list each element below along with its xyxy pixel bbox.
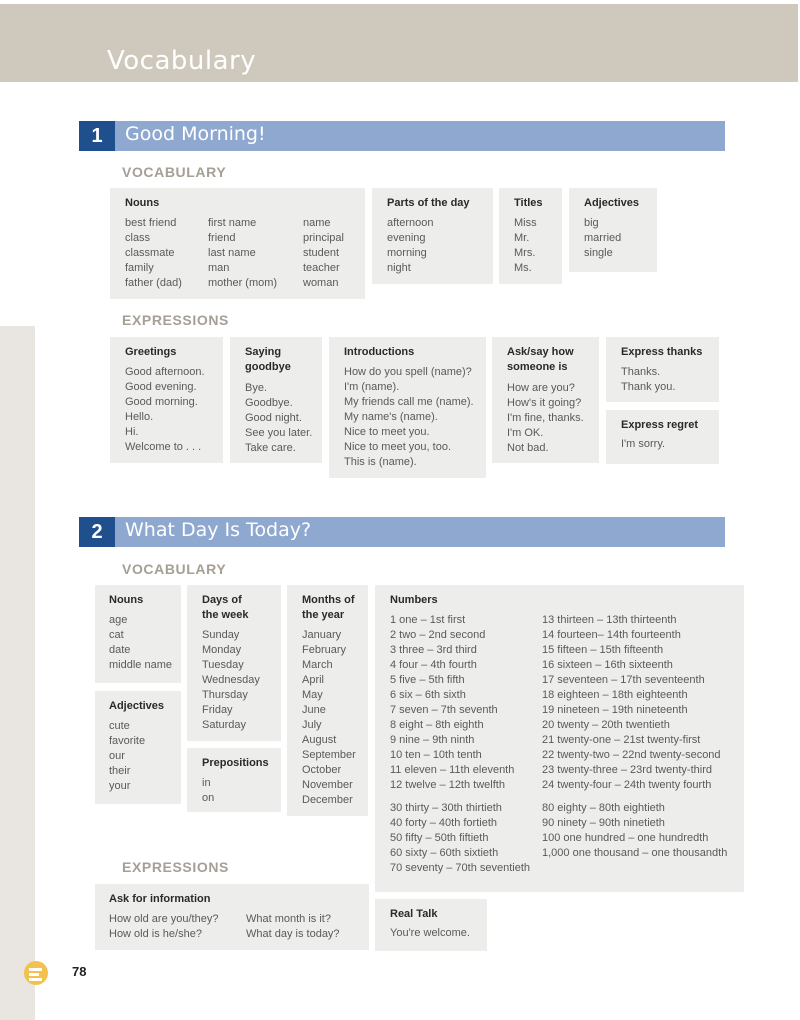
unit-2-months-heading-line1: Months of bbox=[302, 594, 355, 606]
list-item: Good afternoon. bbox=[125, 366, 205, 378]
unit-1-nouns-col3 bbox=[303, 216, 344, 291]
list-item: Take care. bbox=[245, 442, 296, 454]
unit-1-number: 1 bbox=[79, 121, 115, 151]
unit-1-nouns-box bbox=[110, 188, 365, 299]
list-item: September bbox=[302, 749, 356, 761]
unit-1-goodbye-heading bbox=[245, 345, 322, 375]
unit-2-prepositions-list bbox=[202, 776, 281, 806]
list-item: 13 thirteen – 13th thirteenth bbox=[542, 614, 677, 626]
list-item: Good evening. bbox=[125, 381, 197, 393]
list-item: morning bbox=[387, 247, 427, 259]
unit-1-ask-say-heading-line2: someone is bbox=[507, 361, 568, 373]
unit-1-adjectives-box bbox=[569, 188, 657, 272]
list-item: 20 twenty – 20th twentieth bbox=[542, 719, 670, 731]
unit-2-numbers-col2 bbox=[542, 613, 721, 793]
list-item: Good morning. bbox=[125, 396, 198, 408]
list-item: 16 sixteen – 16th sixteenth bbox=[542, 659, 673, 671]
list-item: 8 eight – 8th eighth bbox=[390, 719, 484, 731]
list-item: middle name bbox=[109, 659, 172, 671]
list-item: last name bbox=[208, 247, 256, 259]
list-item: Thank you. bbox=[621, 381, 676, 393]
list-item: 18 eighteen – 18th eighteenth bbox=[542, 689, 688, 701]
unit-1-greetings-list bbox=[125, 365, 223, 455]
unit-1-title: Good Morning! bbox=[125, 123, 266, 145]
list-item: Nice to meet you. bbox=[344, 426, 430, 438]
unit-1-vocabulary-label: VOCABULARY bbox=[122, 164, 227, 180]
unit-1-express-regret-heading: Express regret bbox=[621, 419, 699, 431]
list-item: You're welcome. bbox=[390, 927, 470, 939]
unit-2-real-talk-list bbox=[390, 926, 487, 941]
unit-1-bar bbox=[79, 121, 725, 151]
list-item: date bbox=[109, 644, 131, 656]
list-item: I'm sorry. bbox=[621, 438, 666, 450]
unit-2-ask-info-heading: Ask for information bbox=[109, 893, 211, 905]
unit-1-titles-heading: Titles bbox=[514, 197, 543, 209]
unit-2-months-heading-line2: the year bbox=[302, 609, 345, 621]
list-item: class bbox=[125, 232, 151, 244]
list-item: night bbox=[387, 262, 411, 274]
list-item: Nice to meet you, too. bbox=[344, 441, 451, 453]
unit-1-goodbye-heading-line2: goodbye bbox=[245, 361, 291, 373]
list-item: This is (name). bbox=[344, 456, 417, 468]
list-item: Not bad. bbox=[507, 442, 549, 454]
list-item: man bbox=[208, 262, 230, 274]
list-item: 70 seventy – 70th seventieth bbox=[390, 862, 531, 874]
list-item: 50 fifty – 50th fiftieth bbox=[390, 832, 489, 844]
list-item: December bbox=[302, 794, 353, 806]
list-item: 1,000 one thousand – one thousandth bbox=[542, 847, 728, 859]
list-item: August bbox=[302, 734, 337, 746]
list-item: principal bbox=[303, 232, 344, 244]
list-item: Welcome to . . . bbox=[125, 441, 202, 453]
unit-1-goodbye-box bbox=[230, 337, 322, 463]
unit-2-adjectives-box bbox=[95, 691, 181, 804]
unit-1-titles-box bbox=[499, 188, 562, 284]
unit-2-bar bbox=[79, 517, 725, 547]
unit-1-parts-of-day-list bbox=[387, 216, 493, 276]
unit-2-days-box bbox=[187, 585, 281, 741]
unit-1-nouns-heading: Nouns bbox=[125, 197, 160, 209]
unit-2-months-box bbox=[287, 585, 368, 816]
list-item: Ms. bbox=[514, 262, 532, 274]
list-item: father (dad) bbox=[125, 277, 182, 289]
list-item: 17 seventeen – 17th seventeenth bbox=[542, 674, 705, 686]
unit-2-number: 2 bbox=[79, 517, 115, 547]
list-item: 24 twenty-four – 24th twenty fourth bbox=[542, 779, 712, 791]
list-item: Good night. bbox=[245, 412, 302, 424]
list-item: our bbox=[109, 750, 125, 762]
list-item: November bbox=[302, 779, 353, 791]
unit-1-titles-list bbox=[514, 216, 562, 276]
list-item: What day is today? bbox=[246, 928, 340, 940]
list-item: married bbox=[584, 232, 622, 244]
unit-1-goodbye-heading-line1: Saying bbox=[245, 346, 282, 358]
list-item: 15 fifteen – 15th fifteenth bbox=[542, 644, 664, 656]
unit-2-title: What Day Is Today? bbox=[125, 519, 312, 541]
list-item: 22 twenty-two – 22nd twenty-second bbox=[542, 749, 721, 761]
list-item: age bbox=[109, 614, 128, 626]
unit-2-expressions-label: EXPRESSIONS bbox=[122, 859, 229, 875]
list-item: on bbox=[202, 792, 215, 804]
list-item: See you later. bbox=[245, 427, 313, 439]
unit-2-nouns-box bbox=[95, 585, 181, 683]
unit-2-numbers-heading: Numbers bbox=[390, 594, 438, 606]
list-item: their bbox=[109, 765, 131, 777]
list-item: Thursday bbox=[202, 689, 248, 701]
list-item: cute bbox=[109, 720, 130, 732]
list-item: Mrs. bbox=[514, 247, 536, 259]
list-item: woman bbox=[303, 277, 339, 289]
list-item: Thanks. bbox=[621, 366, 661, 378]
unit-2-days-heading-line2: the week bbox=[202, 609, 249, 621]
list-item: cat bbox=[109, 629, 124, 641]
list-item: Wednesday bbox=[202, 674, 260, 686]
unit-2-days-heading-line1: Days of bbox=[202, 594, 242, 606]
list-item: How old is he/she? bbox=[109, 928, 202, 940]
list-item: My name's (name). bbox=[344, 411, 438, 423]
list-item: I'm (name). bbox=[344, 381, 400, 393]
list-item: 19 nineteen – 19th nineteenth bbox=[542, 704, 688, 716]
list-item: What month is it? bbox=[246, 913, 331, 925]
list-item: best friend bbox=[125, 217, 177, 229]
list-item: 23 twenty-three – 23rd twenty-third bbox=[542, 764, 712, 776]
list-item: Friday bbox=[202, 704, 233, 716]
unit-1-adjectives-heading: Adjectives bbox=[584, 197, 640, 209]
list-item: May bbox=[302, 689, 323, 701]
unit-2-vocabulary-label: VOCABULARY bbox=[122, 561, 227, 577]
list-item: evening bbox=[387, 232, 426, 244]
list-item: January bbox=[302, 629, 342, 641]
unit-2-numbers-box bbox=[375, 585, 744, 892]
list-item: 21 twenty-one – 21st twenty-first bbox=[542, 734, 701, 746]
unit-2-real-talk-box bbox=[375, 899, 487, 951]
list-item: 60 sixty – 60th sixtieth bbox=[390, 847, 499, 859]
list-item: 12 twelve – 12th twelfth bbox=[390, 779, 505, 791]
unit-2-ask-info-col1 bbox=[109, 912, 218, 942]
list-item: 5 five – 5th fifth bbox=[390, 674, 465, 686]
unit-2-months-heading bbox=[302, 593, 368, 623]
list-item: How are you? bbox=[507, 382, 575, 394]
list-item: 100 one hundred – one hundredth bbox=[542, 832, 709, 844]
unit-1-express-regret-list bbox=[621, 437, 719, 452]
list-item: March bbox=[302, 659, 333, 671]
unit-2-prepositions-box bbox=[187, 748, 281, 812]
list-item: 7 seven – 7th seventh bbox=[390, 704, 498, 716]
list-item: 1 one – 1st first bbox=[390, 614, 466, 626]
unit-1-expressions-label: EXPRESSIONS bbox=[122, 312, 229, 328]
list-item: 40 forty – 40th fortieth bbox=[390, 817, 498, 829]
list-item: mother (mom) bbox=[208, 277, 278, 289]
list-item: I'm OK. bbox=[507, 427, 544, 439]
list-item: 90 ninety – 90th ninetieth bbox=[542, 817, 665, 829]
list-item: teacher bbox=[303, 262, 340, 274]
list-item: 9 nine – 9th ninth bbox=[390, 734, 475, 746]
unit-1-adjectives-list bbox=[584, 216, 657, 261]
unit-1-parts-of-day-heading: Parts of the day bbox=[387, 197, 470, 209]
unit-2-days-list bbox=[202, 628, 281, 733]
unit-1-introductions-heading: Introductions bbox=[344, 346, 415, 358]
list-item: February bbox=[302, 644, 347, 656]
unit-1-ask-say-heading bbox=[507, 345, 599, 375]
unit-1-parts-of-day-box bbox=[372, 188, 493, 284]
list-item: 10 ten – 10th tenth bbox=[390, 749, 482, 761]
list-item: Mr. bbox=[514, 232, 530, 244]
list-item: How old are you/they? bbox=[109, 913, 219, 925]
unit-1-ask-say-heading-line1: Ask/say how bbox=[507, 346, 574, 358]
list-item: Hello. bbox=[125, 411, 154, 423]
page-number: 78 bbox=[72, 964, 87, 979]
side-strip bbox=[0, 326, 35, 1020]
unit-1-greetings-box bbox=[110, 337, 223, 463]
unit-1-express-thanks-heading: Express thanks bbox=[621, 346, 703, 358]
list-item: family bbox=[125, 262, 154, 274]
list-item: classmate bbox=[125, 247, 175, 259]
list-item: July bbox=[302, 719, 322, 731]
list-item: Monday bbox=[202, 644, 242, 656]
unit-2-numbers-col4 bbox=[542, 801, 727, 861]
unit-2-ask-info-box bbox=[95, 884, 369, 950]
unit-2-nouns-heading: Nouns bbox=[109, 594, 144, 606]
list-item: in bbox=[202, 777, 211, 789]
list-item: your bbox=[109, 780, 131, 792]
list-item: Bye. bbox=[245, 382, 268, 394]
unit-2-numbers-col3 bbox=[390, 801, 530, 876]
list-item: big bbox=[584, 217, 599, 229]
unit-2-ask-info-col2 bbox=[246, 912, 340, 942]
list-item: Tuesday bbox=[202, 659, 244, 671]
unit-2-nouns-list bbox=[109, 613, 181, 673]
list-item: 80 eighty – 80th eightieth bbox=[542, 802, 665, 814]
list-item: 14 fourteen– 14th fourteenth bbox=[542, 629, 681, 641]
unit-1-nouns-col2 bbox=[208, 216, 277, 291]
list-item: 4 four – 4th fourth bbox=[390, 659, 477, 671]
unit-2-prepositions-heading: Prepositions bbox=[202, 757, 269, 769]
list-item: single bbox=[584, 247, 613, 259]
list-item: favorite bbox=[109, 735, 146, 747]
list-item: Sunday bbox=[202, 629, 240, 641]
unit-1-ask-say-box bbox=[492, 337, 599, 463]
publisher-logo-icon bbox=[22, 958, 50, 986]
unit-1-express-thanks-list bbox=[621, 365, 719, 395]
list-item: April bbox=[302, 674, 325, 686]
unit-2-numbers-col1 bbox=[390, 613, 514, 793]
list-item: student bbox=[303, 247, 340, 259]
list-item: name bbox=[303, 217, 331, 229]
page-title: Vocabulary bbox=[107, 46, 257, 76]
unit-2-real-talk-heading: Real Talk bbox=[390, 908, 438, 920]
unit-2-adjectives-heading: Adjectives bbox=[109, 700, 165, 712]
unit-1-introductions-box bbox=[329, 337, 486, 478]
unit-1-nouns-col1 bbox=[125, 216, 182, 291]
list-item: 6 six – 6th sixth bbox=[390, 689, 466, 701]
list-item: 3 three – 3rd third bbox=[390, 644, 477, 656]
list-item: 2 two – 2nd second bbox=[390, 629, 486, 641]
list-item: My friends call me (name). bbox=[344, 396, 474, 408]
list-item: Saturday bbox=[202, 719, 247, 731]
list-item: How's it going? bbox=[507, 397, 582, 409]
list-item: How do you spell (name)? bbox=[344, 366, 472, 378]
list-item: October bbox=[302, 764, 342, 776]
list-item: 11 eleven – 11th eleventh bbox=[390, 764, 515, 776]
unit-1-introductions-list bbox=[344, 365, 486, 470]
unit-1-greetings-heading: Greetings bbox=[125, 346, 177, 358]
unit-2-days-heading bbox=[202, 593, 281, 623]
unit-1-goodbye-list bbox=[245, 381, 322, 456]
unit-2-months-list bbox=[302, 628, 368, 808]
unit-2-adjectives-list bbox=[109, 719, 181, 794]
list-item: first name bbox=[208, 217, 257, 229]
list-item: June bbox=[302, 704, 326, 716]
list-item: afternoon bbox=[387, 217, 434, 229]
list-item: Miss bbox=[514, 217, 537, 229]
list-item: I'm fine, thanks. bbox=[507, 412, 584, 424]
unit-1-express-thanks-box bbox=[606, 337, 719, 402]
list-item: Hi. bbox=[125, 426, 139, 438]
list-item: 30 thirty – 30th thirtieth bbox=[390, 802, 502, 814]
list-item: friend bbox=[208, 232, 236, 244]
list-item: Goodbye. bbox=[245, 397, 293, 409]
unit-1-ask-say-list bbox=[507, 381, 599, 456]
unit-1-express-regret-box bbox=[606, 410, 719, 464]
